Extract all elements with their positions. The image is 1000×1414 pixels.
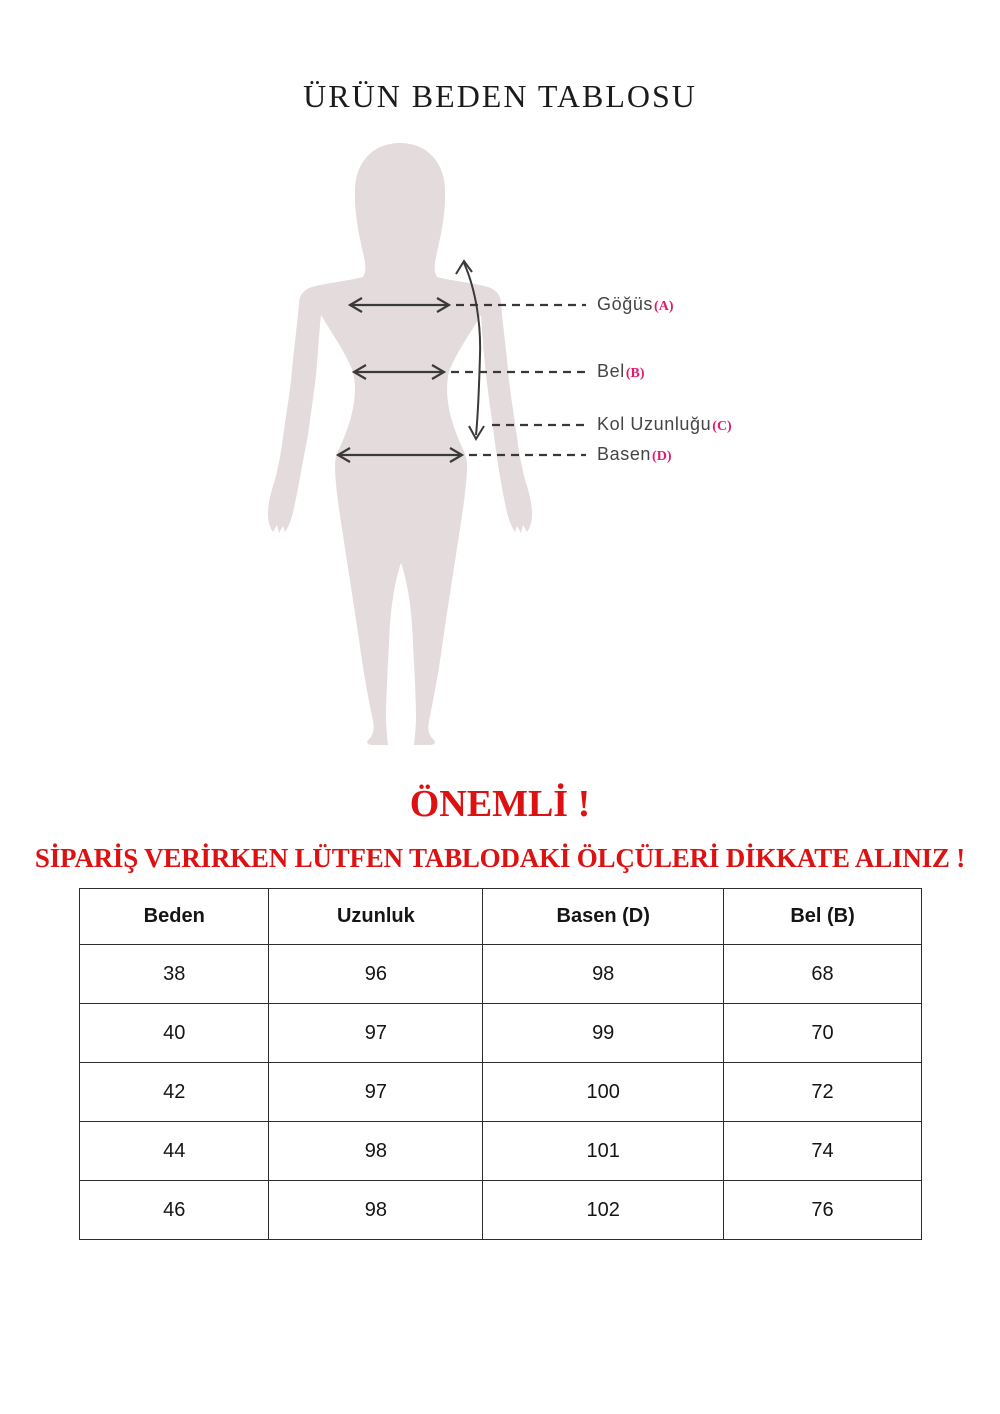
warning-text: SİPARİŞ VERİRKEN LÜTFEN TABLODAKİ ÖLÇÜLERİ DİKKATE ALINIZ ! — [34, 843, 966, 873]
cell-beden: 38 — [80, 945, 269, 1004]
cell-bel: 76 — [724, 1181, 922, 1240]
page-title: ÜRÜN BEDEN TABLOSU — [303, 78, 697, 114]
cell-basen: 98 — [483, 945, 724, 1004]
table-row — [80, 1181, 922, 1240]
waist-label: Bel — [597, 361, 625, 381]
table-row — [80, 945, 922, 1004]
measurement-label-waist — [597, 361, 645, 383]
cell-beden: 40 — [80, 1004, 269, 1063]
hip-marker: (D) — [652, 449, 672, 464]
arm-length-marker: (C) — [712, 419, 732, 434]
header-basen: Basen (D) — [483, 889, 724, 945]
cell-bel: 72 — [724, 1063, 922, 1122]
table-row — [80, 1004, 922, 1063]
important-heading: ÖNEMLİ ! — [409, 783, 591, 825]
body-silhouette — [268, 143, 532, 745]
table-row — [80, 1122, 922, 1181]
cell-uzunluk: 96 — [269, 945, 483, 1004]
header-beden: Beden — [80, 889, 269, 945]
measurement-label-hip — [597, 444, 671, 466]
table-row — [80, 1063, 922, 1122]
size-table-header-row — [80, 889, 922, 945]
cell-bel: 68 — [724, 945, 922, 1004]
size-table — [79, 888, 922, 1240]
header-bel: Bel (B) — [724, 889, 922, 945]
cell-basen: 102 — [483, 1181, 724, 1240]
cell-uzunluk: 98 — [269, 1122, 483, 1181]
cell-beden: 42 — [80, 1063, 269, 1122]
cell-bel: 70 — [724, 1004, 922, 1063]
cell-basen: 100 — [483, 1063, 724, 1122]
body-measurement-illustration — [250, 135, 790, 765]
chest-marker: (A) — [654, 299, 674, 314]
arm-length-label: Kol Uzunluğu — [597, 414, 712, 434]
cell-uzunluk: 97 — [269, 1063, 483, 1122]
hip-label: Basen — [597, 444, 652, 464]
waist-marker: (B) — [625, 366, 645, 381]
cell-bel: 74 — [724, 1122, 922, 1181]
cell-beden: 44 — [80, 1122, 269, 1181]
measurement-label-arm-length — [597, 414, 732, 436]
measurement-label-chest — [597, 294, 673, 316]
cell-uzunluk: 98 — [269, 1181, 483, 1240]
cell-uzunluk: 97 — [269, 1004, 483, 1063]
cell-basen: 99 — [483, 1004, 724, 1063]
cell-basen: 101 — [483, 1122, 724, 1181]
cell-beden: 46 — [80, 1181, 269, 1240]
size-diagram — [250, 135, 790, 765]
header-uzunluk: Uzunluk — [269, 889, 483, 945]
chest-label: Göğüs — [597, 294, 654, 314]
